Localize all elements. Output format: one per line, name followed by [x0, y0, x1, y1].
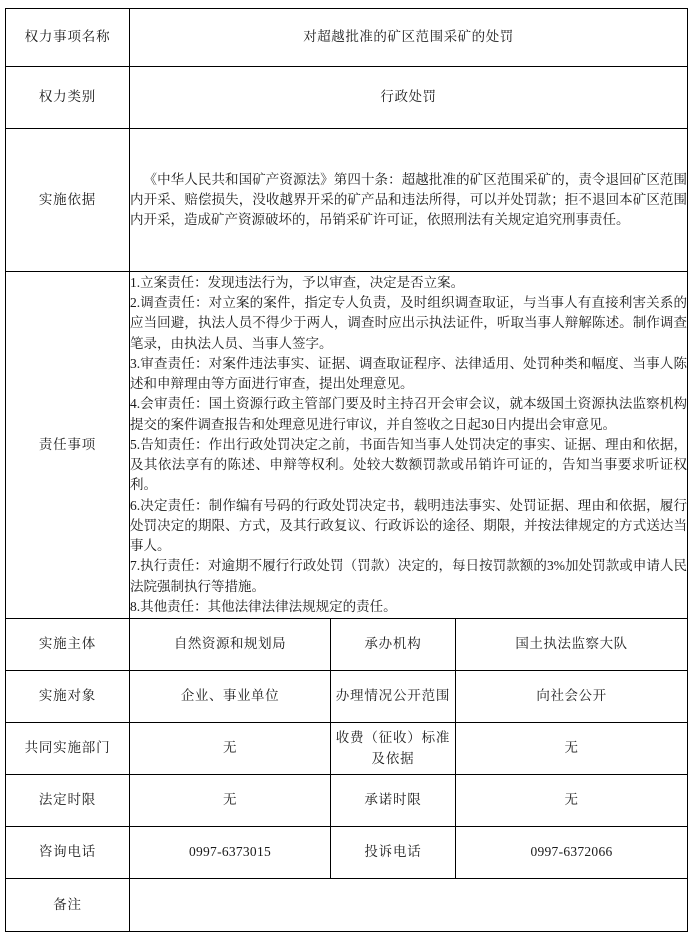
table-row-time-limits: [6, 775, 688, 827]
label-power-category: 权力类别: [6, 67, 130, 129]
responsibility-item: 7.执行责任：对逾期不履行行政处罚（罚款）决定的，每日按罚款额的3%加处罚款或申请人民法院强制执行等措施。: [130, 558, 688, 594]
label-consultation-phone: 咨询电话: [6, 827, 130, 879]
label-promised-time-limit: 承诺时限: [331, 775, 456, 827]
label-disclosure-scope: 办理情况公开范围: [331, 671, 456, 723]
label-responsibilities: 责任事项: [6, 272, 130, 619]
responsibility-item: 8.其他责任：其他法律法律法规规定的责任。: [130, 598, 397, 614]
responsibility-item: 4.会审责任：国土资源行政主管部门要及时主持召开会审会议，就本级国土资源执法监察机构提交的案件调查报告和处理意见进行审议，并自签收之日起30日内提出会审意见。: [130, 396, 688, 432]
value-fee-standard: 无: [456, 723, 688, 775]
label-remark: 备注: [6, 879, 130, 932]
label-fee-standard: 收费（征收）标准及依据: [331, 723, 456, 775]
value-legal-time-limit: 无: [130, 775, 331, 827]
label-legal-time-limit: 法定时限: [6, 775, 130, 827]
responsibility-item: 2.调查责任：对立案的案件，指定专人负责，及时组织调查取证，与当事人有直接利害关系的应当回避，执法人员不得少于两人，调查时应出示执法证件，听取当事人辩解陈述。制作调查笔录，由执法人员、当事人签字。: [130, 295, 688, 351]
value-joint-department: 无: [130, 723, 331, 775]
value-responsibilities: [130, 272, 688, 619]
table-row-category: [6, 67, 688, 129]
value-legal-basis: [130, 129, 688, 272]
value-implementing-subject: 自然资源和规划局: [130, 619, 331, 671]
value-promised-time-limit: 无: [456, 775, 688, 827]
label-legal-basis: 实施依据: [6, 129, 130, 272]
table-row-object-disclosure: [6, 671, 688, 723]
value-power-item-name: 对超越批准的矿区范围采矿的处罚: [130, 9, 688, 67]
responsibility-item: 1.立案责任：发现违法行为，予以审查，决定是否立案。: [130, 274, 465, 290]
power-item-table: [5, 8, 688, 932]
table-row-subject-agency: [6, 619, 688, 671]
responsibility-item: 5.告知责任：作出行政处罚决定之前，书面告知当事人处罚决定的事实、证据、理由和依据，及其依法享有的陈述、申辩等权利。处较大数额罚款或吊销许可证的，告知当事要求听证权利。: [130, 436, 688, 493]
responsibility-item: 6.决定责任：制作编有号码的行政处罚决定书，载明违法事实、处罚证据、理由和依据，履行处罚决定的期限、方式，及其行政复议、行政诉讼的途径、期限，并按法律规定的方式送达当事人。: [130, 497, 688, 554]
table-row-title: [6, 9, 688, 67]
table-row-joint-dept-fee: [6, 723, 688, 775]
label-implementing-subject: 实施主体: [6, 619, 130, 671]
value-disclosure-scope: 向社会公开: [456, 671, 688, 723]
table-row-legal-basis: [6, 129, 688, 272]
value-remark: [130, 879, 688, 932]
table-row-responsibilities: [6, 272, 688, 619]
label-handling-agency: 承办机构: [331, 619, 456, 671]
value-implementing-object: 企业、事业单位: [130, 671, 331, 723]
table-row-telephones: [6, 827, 688, 879]
label-joint-department: 共同实施部门: [6, 723, 130, 775]
value-handling-agency: 国土执法监察大队: [456, 619, 688, 671]
value-power-category: 行政处罚: [130, 67, 688, 129]
responsibility-item: 3.审查责任：对案件违法事实、证据、调查取证程序、法律适用、处罚种类和幅度、当事人陈述和申辩理由等方面进行审查，提出处理意见。: [130, 355, 688, 392]
value-consultation-phone: 0997-6373015: [130, 827, 331, 879]
table-row-remark: [6, 879, 688, 932]
label-implementing-object: 实施对象: [6, 671, 130, 723]
legal-basis-paragraph: 《中华人民共和国矿产资源法》第四十条：超越批准的矿区范围采矿的，责令退回矿区范围内开采、赔偿损失，没收越界开采的矿产品和违法所得，可以并处罚款；拒不退回本矿区范围内开采，造成矿产资源破坏的，吊销采矿许可证，依照刑法有关规定追究刑事责任。: [130, 171, 688, 228]
label-complaint-phone: 投诉电话: [331, 827, 456, 879]
value-complaint-phone: 0997-6372066: [456, 827, 688, 879]
label-power-item-name: 权力事项名称: [6, 9, 130, 67]
